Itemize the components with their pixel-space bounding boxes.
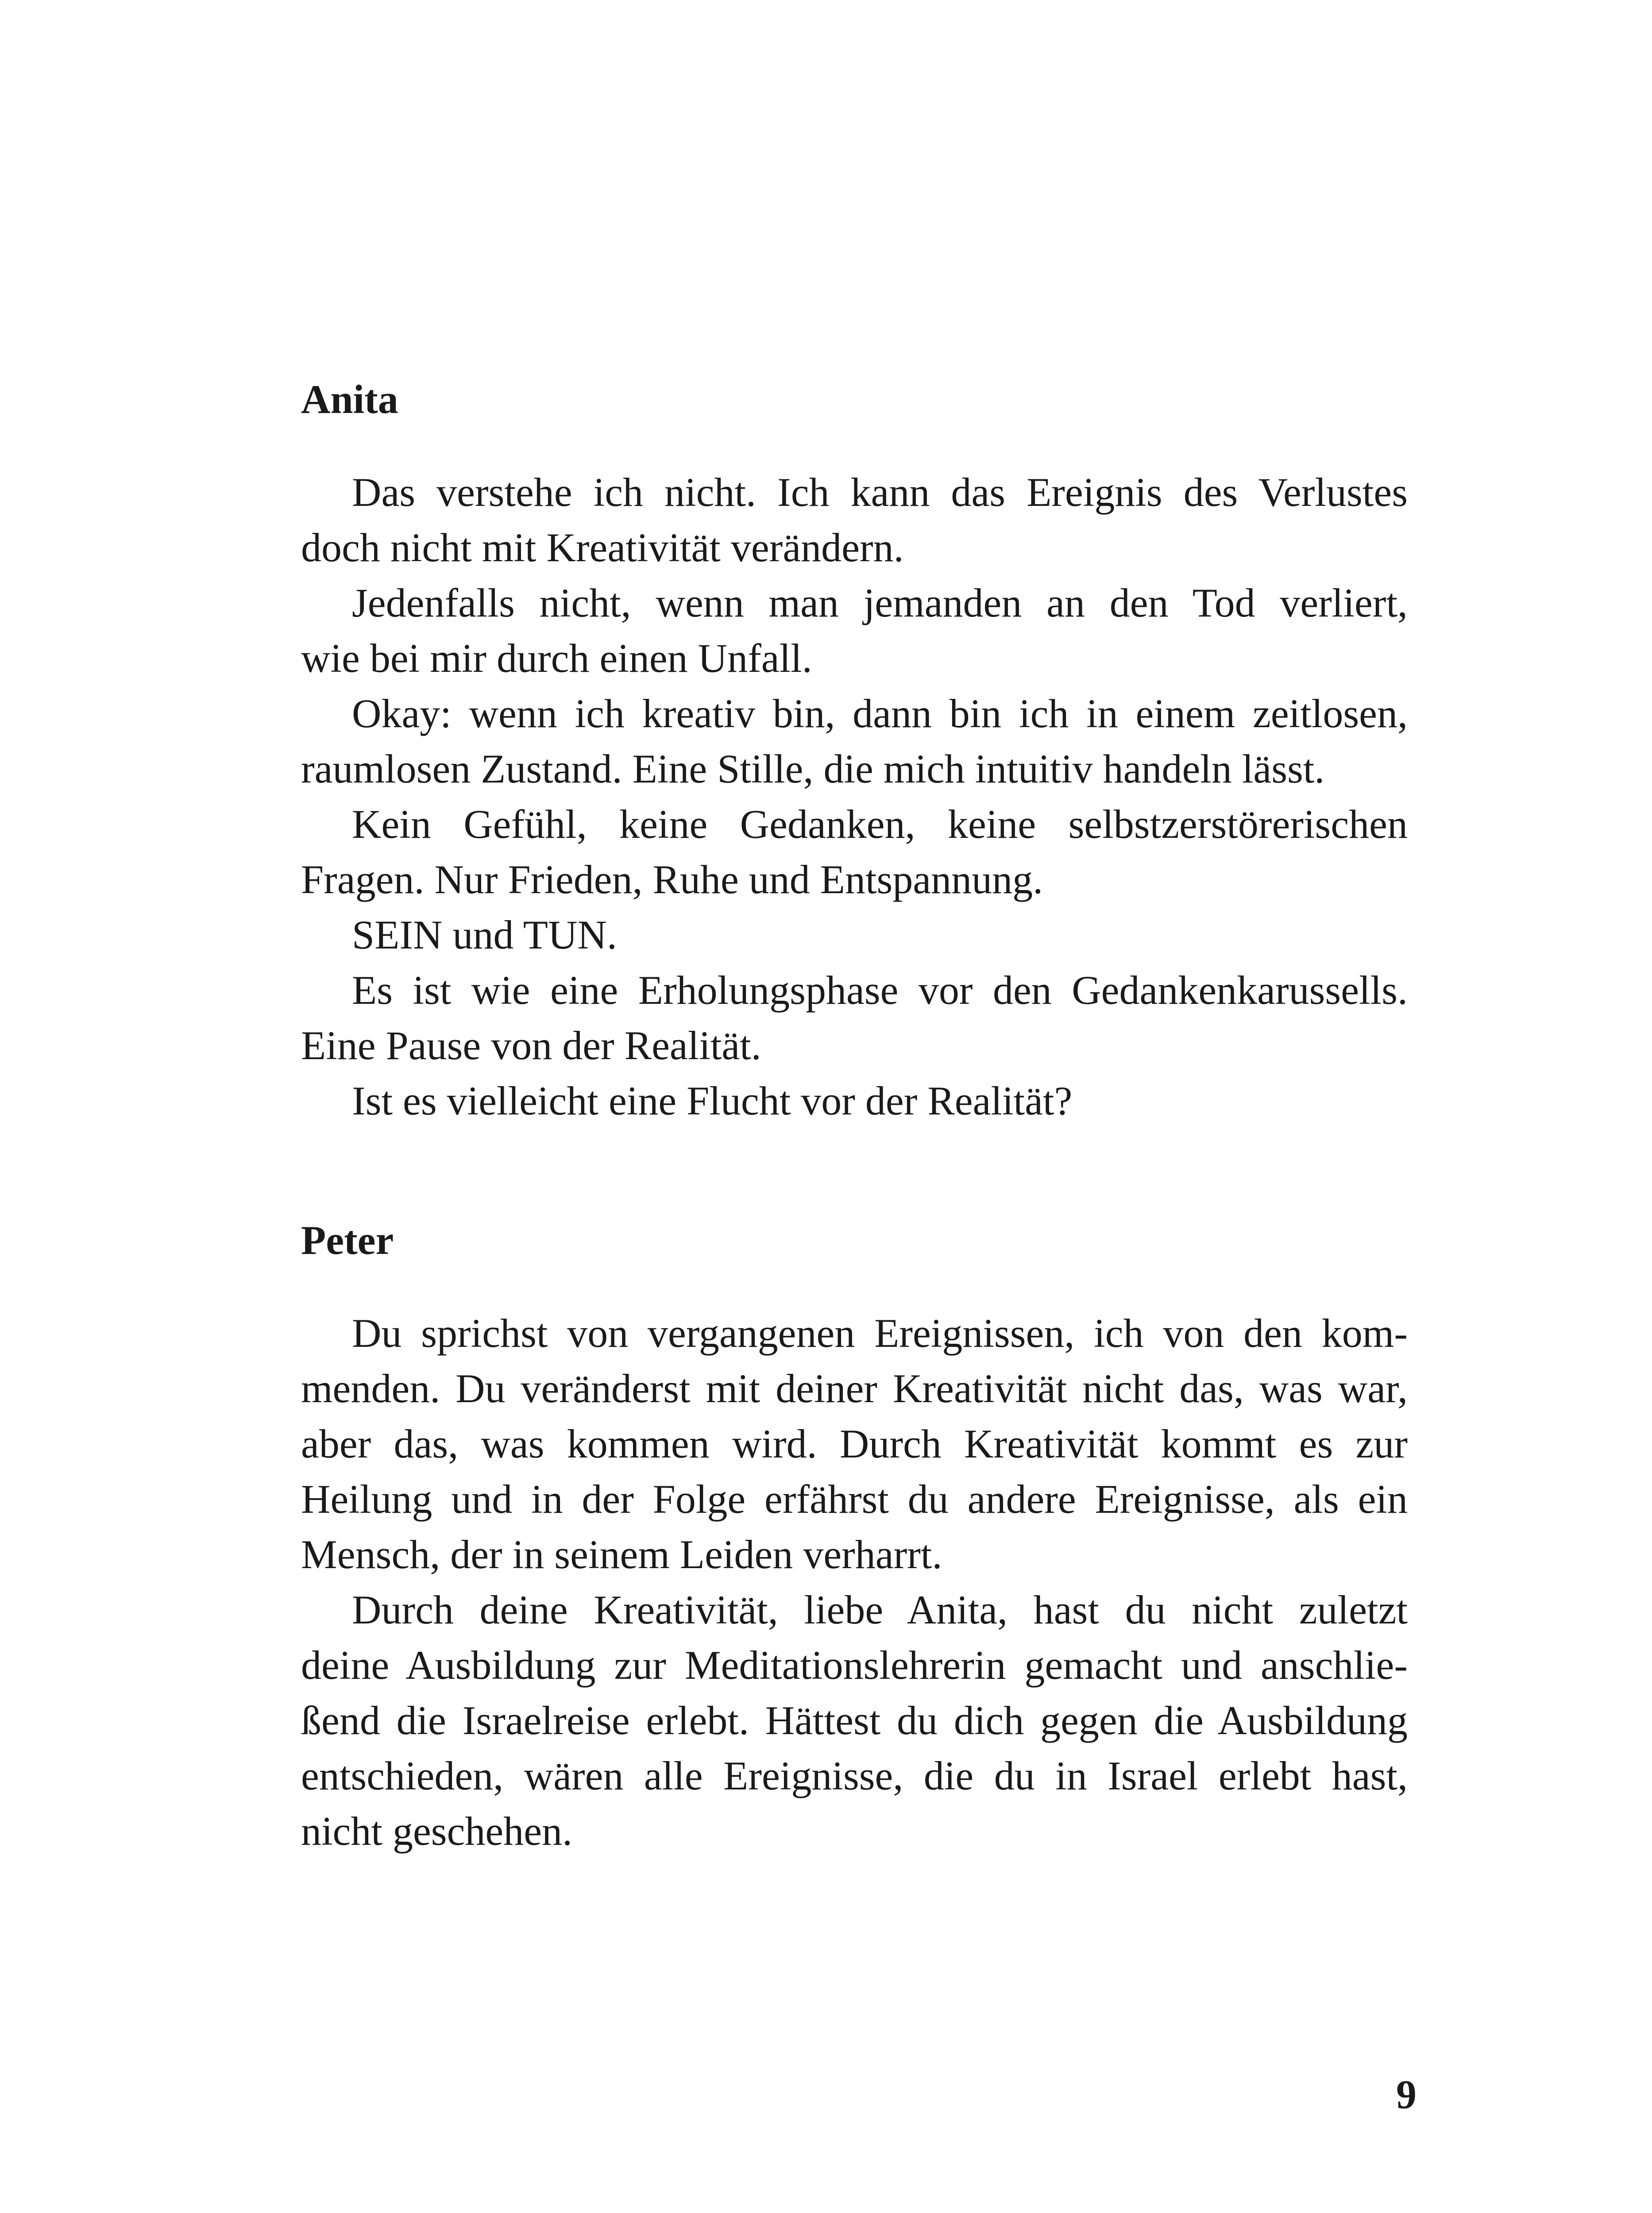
text-line: nicht geschehen.: [301, 1808, 573, 1854]
text-line: Fragen. Nur Frieden, Ruhe und Entspannung.: [301, 857, 1043, 902]
text-line: ßend die Israelreise erlebt. Hättest du dich gegen die Ausbildung: [301, 1698, 1408, 1743]
text-line: Durch deine Kreativität, liebe Anita, hast du nicht zuletzt: [352, 1587, 1408, 1632]
paragraph: [301, 465, 1408, 575]
dialogue-text: [301, 1306, 1408, 1859]
text-line: deine Ausbildung zur Meditationslehrerin gemacht und anschlie-: [301, 1642, 1408, 1688]
dialogue-text: [301, 465, 1408, 1129]
paragraph: [301, 686, 1408, 797]
paragraph: [301, 1073, 1408, 1129]
paragraph: [301, 963, 1408, 1073]
text-line: wie bei mir durch einen Unfall.: [301, 636, 812, 681]
text-line: Jedenfalls nicht, wenn man jemanden an den Tod verliert,: [352, 580, 1408, 625]
text-line: Kein Gefühl, keine Gedanken, keine selbstzerstörerischen: [352, 802, 1408, 847]
paragraph: [301, 797, 1408, 907]
text-line: doch nicht mit Kreativität verändern.: [301, 525, 904, 570]
paragraph: [301, 1306, 1408, 1582]
page-number: 9: [1396, 2072, 1417, 2117]
speaker-heading: Anita: [301, 377, 398, 422]
paragraph: [301, 1582, 1408, 1859]
text-line: Heilung und in der Folge erfährst du andere Ereignisse, als ein: [301, 1477, 1408, 1522]
text-line: Es ist wie eine Erholungsphase vor den Gedankenkarussells.: [352, 968, 1408, 1013]
text-line: Ist es vielleicht eine Flucht vor der Realität?: [352, 1078, 1073, 1123]
text-line: entschieden, wären alle Ereignisse, die du in Israel erlebt hast,: [301, 1753, 1408, 1798]
text-line: raumlosen Zustand. Eine Stille, die mich intuitiv handeln lässt.: [301, 746, 1325, 791]
text-line: SEIN und TUN.: [352, 912, 617, 957]
section-peter: [301, 1213, 1408, 1859]
paragraph: [301, 907, 1408, 963]
paragraph: [301, 575, 1408, 686]
section-anita: [301, 372, 1408, 1129]
speaker-heading: Peter: [301, 1218, 394, 1263]
text-line: aber das, was kommen wird. Durch Kreativität kommt es zur: [301, 1421, 1408, 1466]
text-line: Eine Pause von der Realität.: [301, 1023, 761, 1068]
text-line: Du sprichst von vergangenen Ereignissen, ich von den kom-: [352, 1311, 1408, 1356]
text-line: menden. Du veränderst mit deiner Kreativität nicht das, was war,: [301, 1366, 1408, 1411]
text-line: Okay: wenn ich kreativ bin, dann bin ich in einem zeitlosen,: [352, 691, 1408, 736]
text-line: Mensch, der in seinem Leiden verharrt.: [301, 1532, 942, 1577]
text-line: Das verstehe ich nicht. Ich kann das Ereignis des Verlustes: [352, 470, 1408, 515]
